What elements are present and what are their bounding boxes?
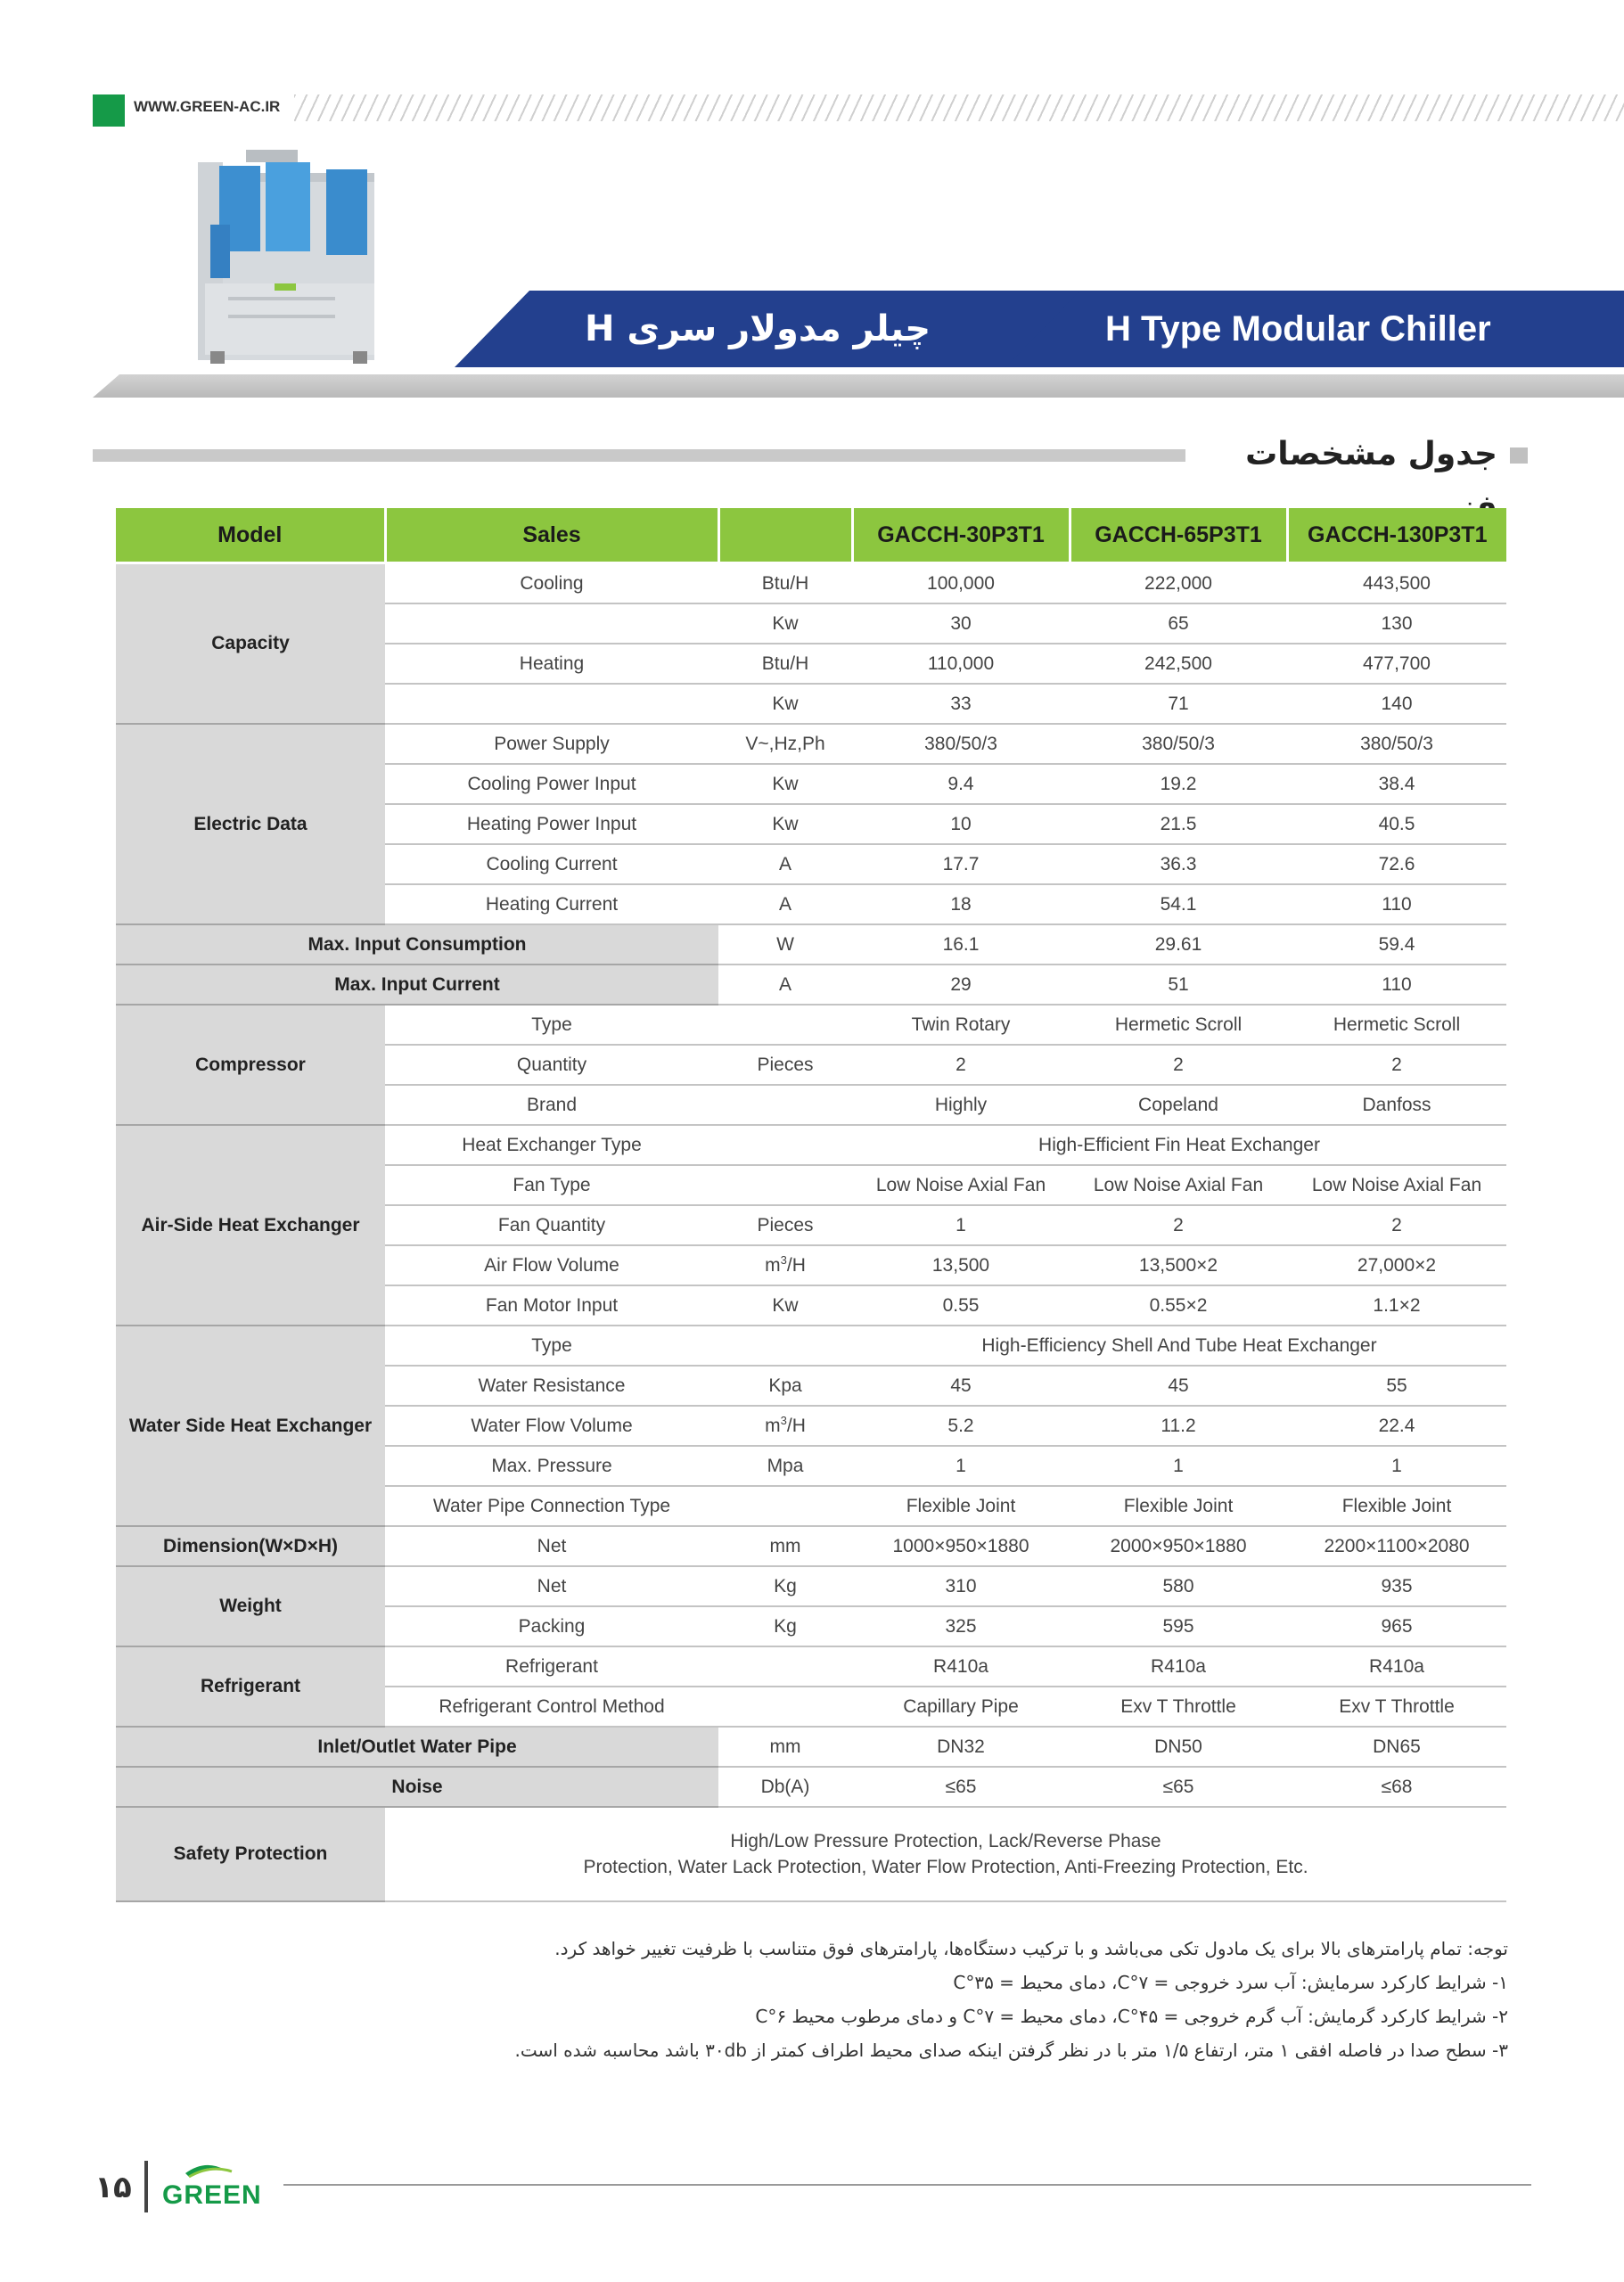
row-unit: V~,Hz,Ph [718,724,852,764]
cell-value: 1.1×2 [1287,1285,1506,1326]
green-logo-text: GREEN [162,2180,262,2210]
row-unit: Kg [718,1606,852,1646]
cell-value: 1 [852,1205,1070,1245]
banner-grey-strip [93,374,1624,398]
cell-value: 1 [1287,1446,1506,1486]
row-unit: Btu/H [718,563,852,604]
cell-value: Twin Rotary [852,1005,1070,1045]
row-label: Heating [385,644,718,684]
row-unit: mm [718,1727,852,1767]
cell-value: Copeland [1070,1085,1287,1125]
cell-value: 2 [1070,1205,1287,1245]
cell-value: R410a [1070,1646,1287,1687]
cell-value: 18 [852,884,1070,924]
table-row [116,1646,1506,1687]
cell-value: 65 [1070,603,1287,644]
row-unit: Kg [718,1566,852,1606]
table-row [116,1727,1506,1767]
cell-value: 380/50/3 [1287,724,1506,764]
cell-value: 1000×950×1880 [852,1526,1070,1566]
hatch-decoration [294,94,1624,121]
cell-value: 100,000 [852,563,1070,604]
table-row [116,1566,1506,1606]
row-label: Quantity [385,1045,718,1085]
cell-value: 38.4 [1287,764,1506,804]
row-unit: A [718,844,852,884]
row-unit: W [718,924,852,965]
footer-rule [283,2184,1531,2186]
row-label: Brand [385,1085,718,1125]
row-unit: Kpa [718,1366,852,1406]
cell-value: 595 [1070,1606,1287,1646]
cell-value: 2 [1287,1045,1506,1085]
table-row [116,1767,1506,1807]
cell-value: 443,500 [1287,563,1506,604]
row-label: Cooling Current [385,844,718,884]
cell-value: ≤65 [1070,1767,1287,1807]
site-url[interactable]: WWW.GREEN-AC.IR [134,98,281,115]
footer-divider [144,2161,148,2212]
unit-tail: /H [786,1415,806,1436]
cell-value: Hermetic Scroll [1070,1005,1287,1045]
cell-value: 580 [1070,1566,1287,1606]
section-title: جدول مشخصات [1245,436,1497,472]
row-label: Heating Current [385,884,718,924]
cell-value: 9.4 [852,764,1070,804]
cell-value: 140 [1287,684,1506,724]
table-row [116,924,1506,965]
row-label: Fan Motor Input [385,1285,718,1326]
cell-value: 5.2 [852,1406,1070,1446]
cell-value: 325 [852,1606,1070,1646]
table-row [116,1125,1506,1165]
table-row [116,724,1506,764]
cell-value: 477,700 [1287,644,1506,684]
group-max-consumption: Max. Input Consumption [116,924,718,965]
group-compressor: Compressor [116,1005,385,1125]
row-label: Net [385,1526,718,1566]
cell-value: 965 [1287,1606,1506,1646]
safety-line-2: Protection, Water Lack Protection, Water Flow Protection, Anti-Freezing Protection, Etc. [583,1857,1308,1877]
cell-value: R410a [852,1646,1070,1687]
cell-value: 10 [852,804,1070,844]
cell-value: 935 [1287,1566,1506,1606]
row-label: Power Supply [385,724,718,764]
section-rule [93,449,1185,462]
group-capacity: Capacity [116,563,385,725]
row-unit: Kw [718,764,852,804]
green-logo-icon [162,2161,278,2212]
row-unit [718,1245,852,1285]
cell-value: 29.61 [1070,924,1287,965]
table-row [116,965,1506,1005]
cell-value: Hermetic Scroll [1287,1005,1506,1045]
note-3: ۳- سطح صدا در فاصله افقی ۱ متر، ارتفاع ۱/۵ متر با در نظر گرفتن اینکه صدای محیط اطراف کمتر از ۳۰db باشد محاسبه شده است. [514,2040,1508,2061]
row-label: Max. Pressure [385,1446,718,1486]
cell-value: 11.2 [1070,1406,1287,1446]
unit-base: m [765,1415,781,1436]
cell-value: 1 [1070,1446,1287,1486]
header-unit [718,508,852,563]
cell-value: 22.4 [1287,1406,1506,1446]
row-label: Heat Exchanger Type [385,1125,718,1165]
cell-value: 2 [852,1045,1070,1085]
row-unit [718,1687,852,1727]
group-water-pipe: Inlet/Outlet Water Pipe [116,1727,718,1767]
cell-value: 45 [852,1366,1070,1406]
cell-value: Highly [852,1085,1070,1125]
group-water-side: Water Side Heat Exchanger [116,1326,385,1526]
header-model-1: GACCH-30P3T1 [852,508,1070,563]
group-dimension: Dimension(W×D×H) [116,1526,385,1566]
cell-value: 19.2 [1070,764,1287,804]
cell-value-span: High-Efficient Fin Heat Exchanger [852,1125,1506,1165]
cell-value: Exv T Throttle [1070,1687,1287,1727]
cell-value: Flexible Joint [1287,1486,1506,1526]
cell-value: ≤65 [852,1767,1070,1807]
cell-value: 36.3 [1070,844,1287,884]
cell-value: 54.1 [1070,884,1287,924]
unit-sup: 3 [780,1252,787,1267]
cell-value: 51 [1070,965,1287,1005]
cell-value: 110,000 [852,644,1070,684]
table-row [116,1807,1506,1901]
cell-value: Low Noise Axial Fan [1070,1165,1287,1205]
row-unit: A [718,884,852,924]
row-unit [718,1125,852,1165]
cell-value: 110 [1287,884,1506,924]
row-label: Cooling Power Input [385,764,718,804]
table-header-row [116,508,1506,563]
cell-value: Low Noise Axial Fan [852,1165,1070,1205]
cell-value: 1 [852,1446,1070,1486]
cell-value: 27,000×2 [1287,1245,1506,1285]
cell-value: R410a [1287,1646,1506,1687]
row-label: Heating Power Input [385,804,718,844]
row-unit: Db(A) [718,1767,852,1807]
group-electric: Electric Data [116,724,385,924]
cell-value: Danfoss [1287,1085,1506,1125]
cell-value: 2 [1070,1045,1287,1085]
cell-value: 21.5 [1070,804,1287,844]
table-row [116,1526,1506,1566]
row-unit [718,1005,852,1045]
cell-value: 30 [852,603,1070,644]
row-unit [718,1326,852,1366]
cell-value: 17.7 [852,844,1070,884]
row-label: Type [385,1005,718,1045]
header-sales: Sales [385,508,718,563]
row-label: Water Flow Volume [385,1406,718,1446]
table-row [116,1326,1506,1366]
group-noise: Noise [116,1767,718,1807]
row-unit: Kw [718,804,852,844]
row-label: Cooling [385,563,718,604]
cell-value: 72.6 [1287,844,1506,884]
page-number: ۱۵ [94,2170,132,2205]
table-row [116,563,1506,604]
cell-value: Capillary Pipe [852,1687,1070,1727]
row-unit: mm [718,1526,852,1566]
cell-value: 242,500 [1070,644,1287,684]
row-label: Fan Quantity [385,1205,718,1245]
note-2: ۲- شرایط کارکرد گرمایش: آب گرم خروجی = ۴۵°C، دمای محیط = ۷°C و دمای مرطوب محیط ۶°C [755,2006,1508,2027]
cell-value: 310 [852,1566,1070,1606]
cell-value: 33 [852,684,1070,724]
unit-base: m [765,1254,781,1276]
row-unit: Kw [718,1285,852,1326]
cell-value: DN65 [1287,1727,1506,1767]
header-model: Model [116,508,385,563]
cell-value: DN50 [1070,1727,1287,1767]
cell-value: 55 [1287,1366,1506,1406]
row-unit [718,1165,852,1205]
banner-title-fa: چیلر مدولار سری H [584,308,931,349]
cell-value: 222,000 [1070,563,1287,604]
header-model-2: GACCH-65P3T1 [1070,508,1287,563]
cell-value: 13,500 [852,1245,1070,1285]
row-unit [718,1406,852,1446]
cell-value-span: High-Efficiency Shell And Tube Heat Exchanger [852,1326,1506,1366]
cell-value: 29 [852,965,1070,1005]
row-unit [718,1085,852,1125]
row-label: Net [385,1566,718,1606]
unit-sup: 3 [780,1413,787,1427]
row-label: Water Resistance [385,1366,718,1406]
row-label [385,603,718,644]
row-label [385,684,718,724]
row-unit: Mpa [718,1446,852,1486]
group-refrigerant: Refrigerant [116,1646,385,1727]
header-model-3: GACCH-130P3T1 [1287,508,1506,563]
safety-text [385,1807,1506,1901]
cell-value: 2200×1100×2080 [1287,1526,1506,1566]
cell-value: DN32 [852,1727,1070,1767]
table-row [116,1005,1506,1045]
cell-value: ≤68 [1287,1767,1506,1807]
cell-value: Exv T Throttle [1287,1687,1506,1727]
group-weight: Weight [116,1566,385,1646]
note-0: توجه: تمام پارامترهای بالا برای یک مادول تکی می‌باشد و با ترکیب دستگاه‌ها، پارامترهای فوق متناسب با ظرفیت تغییر خواهد کرد. [554,1938,1508,1959]
cell-value: Low Noise Axial Fan [1287,1165,1506,1205]
cell-value: 2 [1287,1205,1506,1245]
row-unit: Pieces [718,1045,852,1085]
row-label: Refrigerant [385,1646,718,1687]
safety-line-1: High/Low Pressure Protection, Lack/Reverse Phase [730,1831,1161,1851]
row-unit [718,1486,852,1526]
cell-value: Flexible Joint [852,1486,1070,1526]
note-1: ۱- شرایط کارکرد سرمایش: آب سرد خروجی = ۷°C، دمای محیط = ۳۵°C [953,1972,1508,1993]
cell-value: 380/50/3 [852,724,1070,764]
row-label: Type [385,1326,718,1366]
row-label: Fan Type [385,1165,718,1205]
cell-value: 16.1 [852,924,1070,965]
unit-tail: /H [786,1254,806,1276]
spec-table [116,508,1506,1902]
chiller-illustration [193,150,381,365]
cell-value: 130 [1287,603,1506,644]
site-logo-square [93,94,125,127]
cell-value: 71 [1070,684,1287,724]
row-unit: Btu/H [718,644,852,684]
group-air-side: Air-Side Heat Exchanger [116,1125,385,1326]
row-label: Water Pipe Connection Type [385,1486,718,1526]
cell-value: 0.55×2 [1070,1285,1287,1326]
cell-value: 110 [1287,965,1506,1005]
row-unit: Kw [718,603,852,644]
row-unit: Kw [718,684,852,724]
row-label: Refrigerant Control Method [385,1687,718,1727]
section-bullet [1510,447,1528,464]
cell-value: 13,500×2 [1070,1245,1287,1285]
cell-value: 0.55 [852,1285,1070,1326]
group-safety: Safety Protection [116,1807,385,1901]
cell-value: 380/50/3 [1070,724,1287,764]
cell-value: 2000×950×1880 [1070,1526,1287,1566]
banner-title-en: H Type Modular Chiller [1105,309,1491,349]
cell-value: Flexible Joint [1070,1486,1287,1526]
row-label: Air Flow Volume [385,1245,718,1285]
cell-value: 40.5 [1287,804,1506,844]
row-label: Packing [385,1606,718,1646]
row-unit [718,1646,852,1687]
row-unit: Pieces [718,1205,852,1245]
notes [392,1936,1508,2072]
cell-value: 59.4 [1287,924,1506,965]
cell-value: 45 [1070,1366,1287,1406]
group-max-current: Max. Input Current [116,965,718,1005]
row-unit: A [718,965,852,1005]
